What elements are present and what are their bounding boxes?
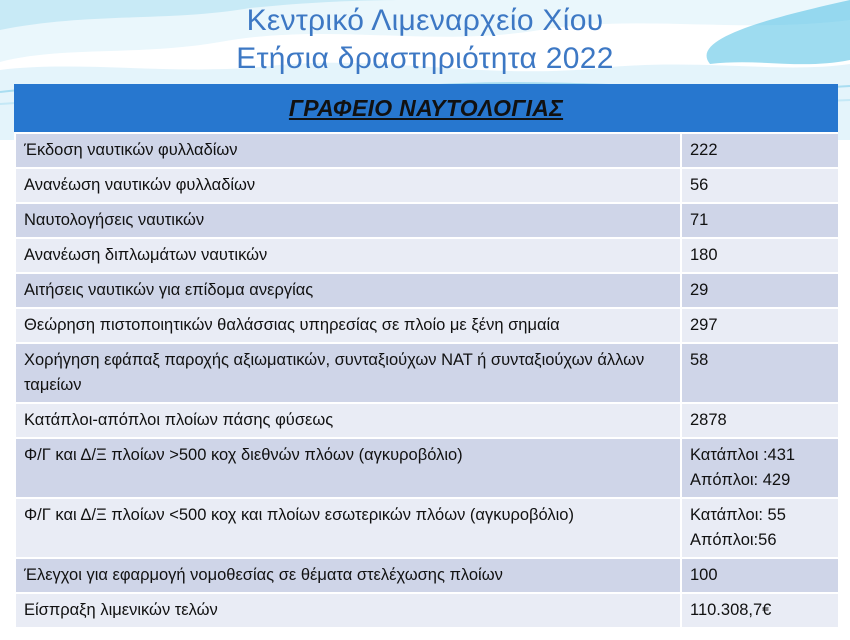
row-label: Θεώρηση πιστοποιητικών θαλάσσιας υπηρεσίας σε πλοίο με ξένη σημαία [15,308,681,343]
row-value: 222 [681,133,838,168]
row-label: Έλεγχοι για εφαρμογή νομοθεσίας σε θέματα στελέχωσης πλοίων [15,558,681,593]
row-label: Ναυτολογήσεις ναυτικών [15,203,681,238]
row-value: 100 [681,558,838,593]
row-label: Έκδοση ναυτικών φυλλαδίων [15,133,681,168]
table-row [15,498,838,558]
row-label: Ανανέωση διπλωμάτων ναυτικών [15,238,681,273]
table-row [15,403,838,438]
row-value [681,498,838,558]
table-row [15,238,838,273]
title-line-1: Κεντρικό Λιμεναρχείο Χίου [246,4,604,37]
arrivals-value: Κατάπλοι: 55 [690,506,786,524]
row-value: 180 [681,238,838,273]
row-label: Ανανέωση ναυτικών φυλλαδίων [15,168,681,203]
row-value: 110.308,7€ [681,593,838,628]
row-label: Είσπραξη λιμενικών τελών [15,593,681,628]
row-value: 2878 [681,403,838,438]
data-table-panel [14,84,838,640]
table-row [15,343,838,403]
table-row [15,168,838,203]
activity-table [14,132,838,629]
row-value: 58 [681,343,838,403]
table-row [15,438,838,498]
row-label: Αιτήσεις ναυτικών για επίδομα ανεργίας [15,273,681,308]
arrivals-value: Κατάπλοι :431 [690,446,796,464]
row-value: 71 [681,203,838,238]
title-line-2: Ετήσια δραστηριότητα 2022 [236,42,614,75]
row-value: 297 [681,308,838,343]
section-header [14,84,838,132]
row-value: 56 [681,168,838,203]
section-heading: ΓΡΑΦΕΙΟ ΝΑΥΤΟΛΟΓΙΑΣ [288,94,564,121]
table-row [15,593,838,628]
departures-value: Απόπλοι: 429 [690,471,791,489]
table-row [15,273,838,308]
slide-title [0,0,850,84]
table-row [15,308,838,343]
row-label: Κατάπλοι-απόπλοι πλοίων πάσης φύσεως [15,403,681,438]
table-row [15,203,838,238]
row-value [681,438,838,498]
row-value: 29 [681,273,838,308]
row-label: Φ/Γ και Δ/Ξ πλοίων >500 κοχ διεθνών πλόων (αγκυροβόλιο) [15,438,681,498]
table-row [15,558,838,593]
row-label: Χορήγηση εφάπαξ παροχής αξιωματικών, συνταξιούχων ΝΑΤ ή συνταξιούχων άλλων ταμείων [15,343,681,403]
table-row [15,133,838,168]
row-label: Φ/Γ και Δ/Ξ πλοίων <500 κοχ και πλοίων εσωτερικών πλόων (αγκυροβόλιο) [15,498,681,558]
departures-value: Απόπλοι:56 [690,531,777,549]
